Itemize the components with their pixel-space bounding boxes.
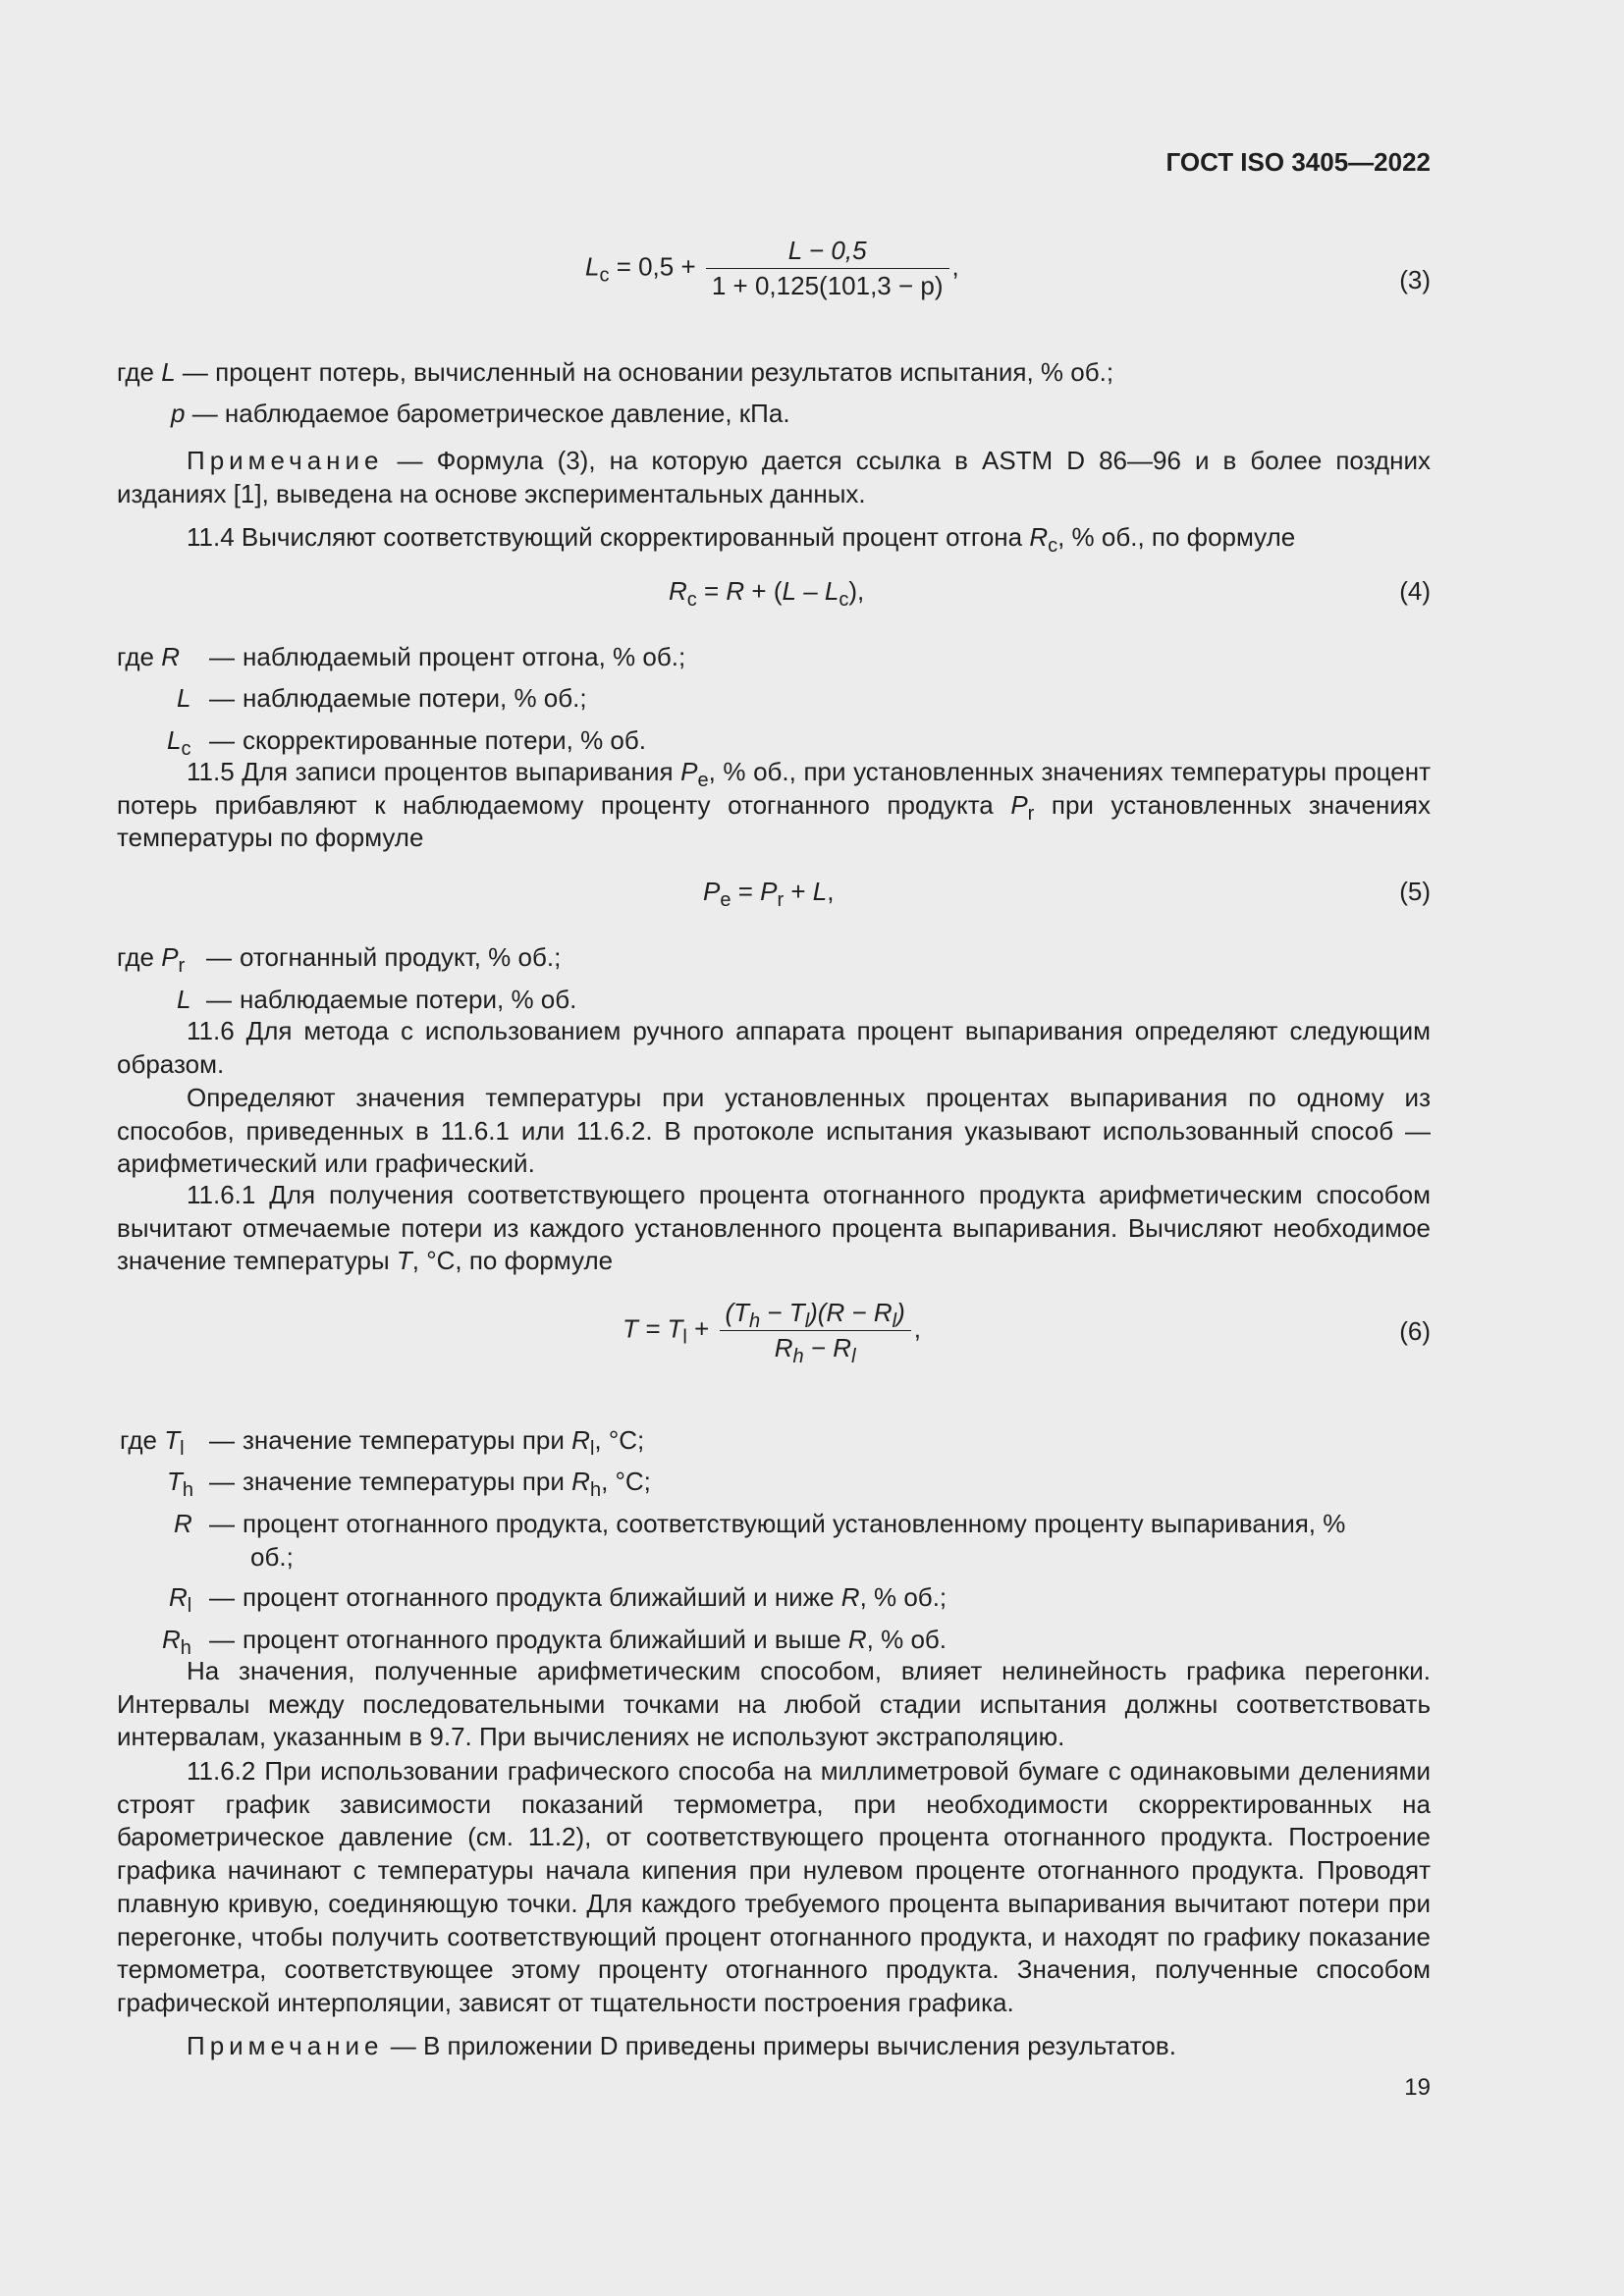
p11-4-text2: , % об., по формуле — [1057, 522, 1296, 552]
where3-r1-text: — процент потерь, вычисленный на основании результатов испытания, % об.; — [182, 357, 1114, 387]
eq4-g: L — [824, 576, 839, 606]
where4-dashcol1 — [201, 640, 685, 673]
where6-r3-text-b: об.; — [250, 1542, 294, 1572]
where6-r4-sub: l — [187, 1595, 192, 1617]
where5-r2-sym: L — [177, 985, 191, 1014]
where6-r3-text-a: процент отогнанного продукта, соответствующий установленному проценту выпаривания, % — [243, 1509, 1346, 1538]
where4-dashcol3 — [201, 723, 646, 757]
where5-r1-sym: P — [161, 942, 179, 972]
eq4-a: R — [669, 576, 687, 606]
eq3-eq: = 0,5 + — [609, 251, 703, 282]
eq4-c: R — [726, 576, 745, 606]
eq5-number: (5) — [1399, 877, 1431, 906]
eq6-lhs-sub: l — [682, 1326, 687, 1349]
eq6-fraction — [720, 1298, 911, 1367]
arithmetic-paragraph: На значения, полученные арифметическим способом, влияет нелинейность графика перегонки. Интервалы между последовательными точками на любой стадии испытания должны соответствовать интервалам, указанным в 9.7. При вычислениях не используют экстраполяцию. — [117, 1656, 1431, 1752]
where6-r2-text-a: значение температуры при — [243, 1467, 572, 1496]
where6-text3 — [201, 1507, 1345, 1540]
p11-5-text2: , % об., при установленных значениях температуры процент потерь прибавляют к наблюдаемому проценту отогнанного продукта — [117, 757, 1431, 820]
eq6-den-sub2: l — [851, 1346, 856, 1367]
where6-r5-text-b: , % об. — [866, 1625, 947, 1654]
where6-row5 — [162, 1623, 191, 1659]
eq6-den-a: R — [774, 1333, 793, 1362]
where6-text2 — [201, 1465, 651, 1501]
section-11-5 — [117, 756, 1431, 855]
where6-dash5: — — [209, 1625, 235, 1654]
where6-r5-sym: R — [162, 1625, 181, 1654]
eq5-e: L — [812, 877, 828, 906]
where6-r2-text-sub: h — [589, 1479, 602, 1501]
section-11-6-1 — [117, 1179, 1431, 1278]
where5-row2 — [177, 983, 190, 1016]
eq5-a-sub: e — [720, 889, 731, 911]
eq6-number: (6) — [1399, 1316, 1431, 1346]
eq5-d: + — [784, 877, 813, 906]
where5-prefix: где — [117, 942, 154, 972]
where6-r2-sub: h — [182, 1479, 194, 1501]
eq3-fraction — [706, 236, 949, 301]
p11-6-1-sym: T — [396, 1246, 412, 1276]
where5-row1 — [117, 940, 186, 977]
where6-text1 — [201, 1423, 645, 1460]
where6-r5-text-sym: R — [847, 1625, 867, 1654]
eq5-f: , — [827, 877, 835, 906]
eq5-a: P — [703, 877, 721, 906]
eq3-lhs-sub: c — [599, 264, 610, 287]
where6-text4 — [201, 1580, 947, 1614]
where4-row1 — [117, 640, 180, 673]
section-11-4 — [117, 521, 1431, 555]
equation-3 — [585, 236, 959, 301]
where6-r1-text-sym: R — [571, 1425, 590, 1455]
p11-4-text1: 11.4 Вычисляют соответствующий скорректированный процент отгона — [187, 522, 1030, 552]
equation-4 — [669, 576, 865, 611]
where6-dash3: — — [209, 1509, 235, 1538]
eq6-num-sub2: l — [804, 1310, 810, 1332]
where6-prefix: где — [120, 1425, 157, 1455]
where6-r1-sym: T — [164, 1425, 181, 1455]
eq6-num-a: (T — [725, 1298, 750, 1327]
p11-4-sub: c — [1048, 535, 1058, 557]
where6-dash1: — — [209, 1425, 235, 1455]
where6-text3b — [250, 1540, 294, 1574]
eq6-num-sub3: l — [892, 1310, 897, 1332]
where4-dash1: — — [209, 642, 235, 671]
p11-5-sub2: r — [1027, 802, 1035, 825]
where6-dash4: — — [209, 1582, 235, 1612]
where4-r3-sub: c — [181, 738, 191, 760]
where6-r5-sub: h — [180, 1637, 191, 1659]
where4-dash3: — — [209, 725, 235, 755]
where4-row2 — [177, 681, 190, 715]
eq5-c: P — [760, 877, 778, 906]
eq4-b: = — [696, 576, 727, 606]
note-2 — [117, 2030, 1431, 2063]
where6-row1 — [120, 1423, 185, 1460]
note2-text: — В приложении D приведены примеры вычисления результатов. — [383, 2031, 1176, 2060]
eq6-numerator — [720, 1298, 911, 1331]
where3-prefix: где — [117, 357, 154, 387]
note1-label: Примечание — [187, 446, 384, 475]
eq4-f: – — [795, 576, 825, 606]
eq3-numerator: L − 0,5 — [706, 236, 949, 269]
where6-r3-sym: R — [174, 1509, 192, 1538]
eq4-a-sub: c — [686, 589, 697, 611]
where4-dashcol2 — [201, 681, 587, 715]
where5-r2-text: наблюдаемые потери, % об. — [240, 985, 577, 1014]
eq5-b: = — [731, 877, 761, 906]
where3-row1 — [117, 355, 1113, 389]
where6-r2-sym: T — [167, 1467, 183, 1496]
equation-5 — [703, 877, 835, 911]
where4-prefix: где — [117, 642, 154, 671]
eq6-num-mid2: )(R − R — [809, 1298, 893, 1327]
eq6-denominator — [720, 1331, 911, 1367]
where6-text5 — [201, 1623, 947, 1656]
where5-r1-sub: r — [178, 955, 186, 977]
where3-row2 — [171, 397, 790, 430]
where6-r1-text-b: , °C; — [594, 1425, 645, 1455]
page-number: 19 — [1404, 2074, 1431, 2101]
p11-6-1-text2: , °C, по формуле — [411, 1246, 614, 1276]
where6-row4 — [169, 1580, 192, 1617]
p11-5-text3: при установленных значениях температуры по формуле — [117, 789, 1431, 853]
where4-r1-sym: R — [161, 642, 180, 671]
where6-r5-text-a: процент отогнанного продукта ближайший и выше — [243, 1625, 848, 1654]
eq4-e: L — [782, 576, 796, 606]
p11-5-sym2: P — [1010, 789, 1028, 820]
where6-row3 — [174, 1507, 192, 1540]
eq6-den-sub1: h — [792, 1346, 804, 1367]
note-1 — [117, 445, 1431, 510]
where4-r3-sym: L — [167, 725, 182, 755]
where3-r2-sym: p — [171, 399, 186, 428]
eq6-lhs: T = T — [623, 1313, 683, 1344]
p11-5-sym1: P — [680, 757, 698, 786]
where6-r1-sub: l — [180, 1438, 185, 1460]
where6-dash2: — — [209, 1467, 235, 1496]
eq3-number: (3) — [1399, 265, 1431, 294]
section-11-6: 11.6 Для метода с использованием ручного аппарата процент выпаривания определяют следующим образом. — [117, 1016, 1431, 1079]
where4-row3 — [167, 723, 191, 760]
eq6-num-sub1: h — [749, 1310, 761, 1332]
eq4-g-sub: c — [839, 589, 849, 611]
note1-text: — Формула (3), на которую дается ссылка в ASTM D 86—96 и в более поздних изданиях [1], выведена на основе экспериментальных данных. — [117, 446, 1431, 508]
where5-dashcol1 — [198, 940, 561, 974]
where6-r1-text-a: значение температуры при — [243, 1425, 572, 1455]
section-11-6-2: 11.6.2 При использовании графического способа на миллиметровой бумаге с одинаковыми делениями строят график зависимости показаний термометра, при необходимости скорректированных на барометрическое давление (см. 11.2), от соответствующего процента отогнанного продукта. Построение графика начинают с температуры начала кипения при нулевом проценте отогнанного продукта. Проводят плавную кривую, соединяющую точки. Для каждого требуемого процента выпаривания вычитают потери при перегонке, чтобы получить соответствующий процент отогнанного продукта, и находят по графику показание термометра, соответствующее этому проценту отогнанного продукта. Значения, полученные способом графической интерполяции, зависят от тщательности построения графика. — [117, 1756, 1431, 2017]
where3-r1-sym: L — [161, 357, 176, 387]
p11-5-sub1: e — [697, 770, 709, 791]
where6-row2 — [167, 1465, 194, 1501]
p11-4-sym: R — [1029, 522, 1049, 552]
where4-dash2: — — [209, 683, 235, 713]
where5-dash1: — — [206, 942, 232, 972]
eq4-d: + ( — [744, 576, 783, 606]
where5-dash2: — — [206, 985, 232, 1014]
p11-6-1-text1: 11.6.1 Для получения соответствующего процента отогнанного продукта арифметическим способом вычитают отмечаемые потери из каждого установленного процента выпаривания. Вычисляют необходимое значение температуры — [117, 1180, 1431, 1276]
where6-r2-text-sym: R — [571, 1467, 590, 1496]
eq6-plus: + — [686, 1313, 717, 1344]
where4-r2-text: наблюдаемые потери, % об.; — [243, 683, 587, 713]
where6-r4-text-b: , % об.; — [859, 1582, 947, 1612]
eq6-num-mid: − T — [760, 1298, 805, 1327]
where6-r2-text-b: , °C; — [601, 1467, 651, 1496]
p11-5-text1: 11.5 Для записи процентов выпаривания — [187, 757, 681, 786]
where4-r1-text: наблюдаемый процент отгона, % об.; — [243, 642, 686, 671]
section-11-6-intro: Определяют значения температуры при установленных процентах выпаривания по одному из способов, приведенных в 11.6.1 или 11.6.2. В протоколе испытания указывают использованный способ — арифметический или графический. — [117, 1083, 1431, 1179]
where6-r1-text-sub: l — [589, 1438, 595, 1460]
where6-r4-text-sym: R — [840, 1582, 860, 1612]
where5-r1-text: отогнанный продукт, % об.; — [240, 942, 562, 972]
where3-r2-text: — наблюдаемое барометрическое давление, кПа. — [191, 399, 790, 428]
eq4-number: (4) — [1399, 576, 1431, 606]
where4-r2-sym: L — [177, 683, 191, 713]
eq6-tail: , — [913, 1313, 921, 1344]
eq6-den-mid: − R — [803, 1333, 852, 1362]
eq3-denominator: 1 + 0,125(101,3 − p) — [711, 271, 944, 300]
where6-r4-text-a: процент отогнанного продукта ближайший и ниже — [243, 1582, 841, 1612]
eq3-lhs: L — [585, 251, 600, 282]
eq6-num-end: ) — [896, 1298, 905, 1327]
equation-6 — [623, 1298, 921, 1367]
where4-r3-text: скорректированные потери, % об. — [243, 725, 646, 755]
where6-r4-sym: R — [169, 1582, 188, 1612]
note2-label: Примечание — [187, 2031, 384, 2060]
document-header: ГОСТ ISO 3405—2022 — [1165, 147, 1431, 177]
eq3-tail: , — [951, 251, 959, 282]
eq5-c-sub: r — [777, 889, 785, 911]
eq4-h: ), — [848, 576, 865, 606]
where5-dashcol2 — [198, 983, 576, 1016]
